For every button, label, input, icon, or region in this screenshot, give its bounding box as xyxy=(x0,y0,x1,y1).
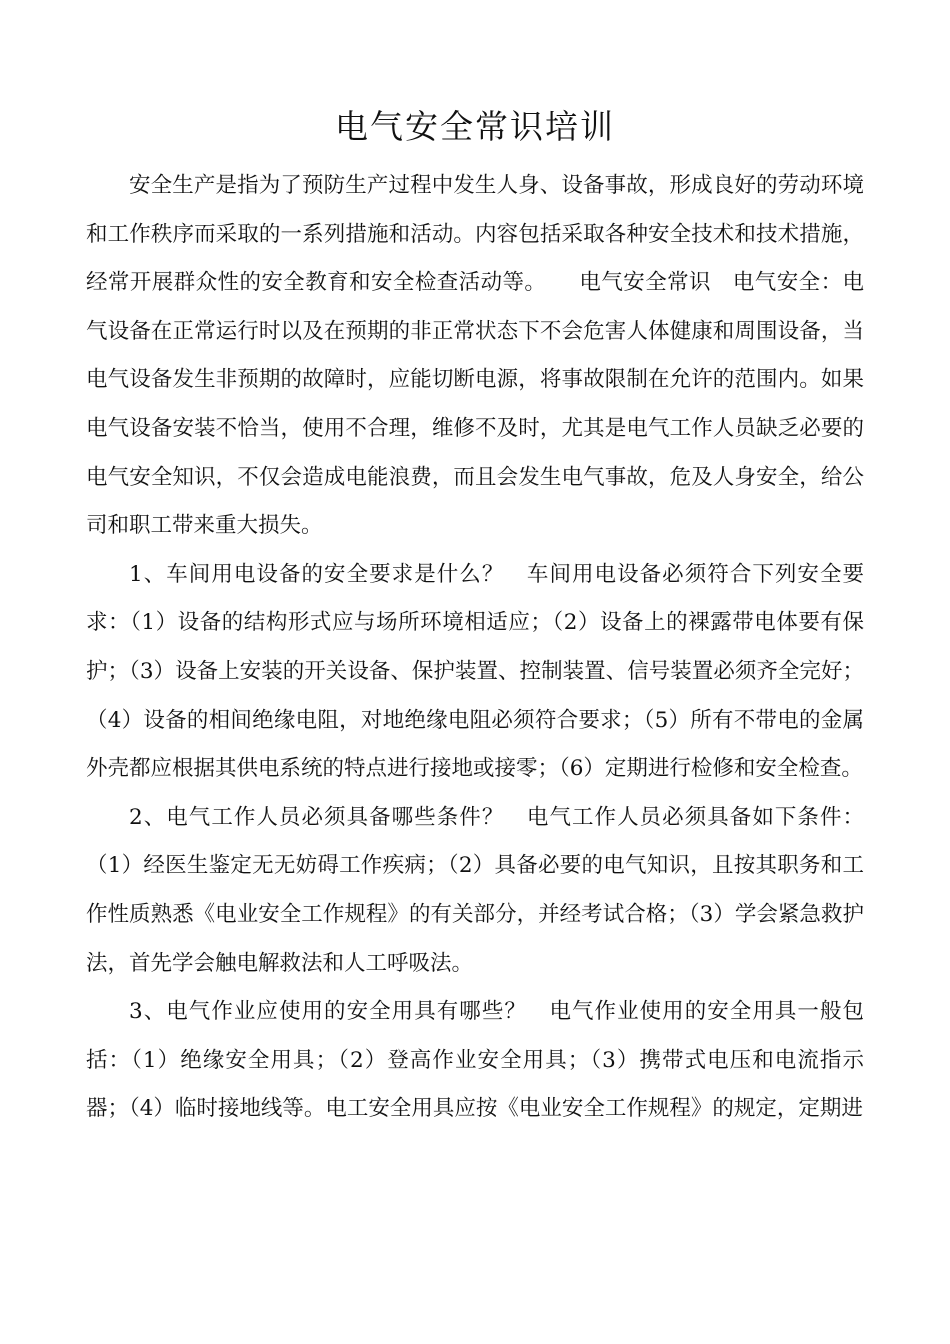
document-page xyxy=(86,92,864,1134)
paragraph-question-2: 2、电气工作人员必须具备哪些条件？ 电气工作人员必须具备如下条件：（1）经医生鉴定无无妨碍工作疾病；（2）具备必要的电气知识，且按其职务和工作性质熟悉《电业安全工作规程》的有关部分，并经考试合格；（3）学会紧急救护法，首先学会触电解救法和人工呼吸法。 xyxy=(86,804,864,976)
document-title: 电气安全常识培训 xyxy=(335,107,615,146)
paragraph-intro: 安全生产是指为了预防生产过程中发生人身、设备事故，形成良好的劳动环境和工作秩序而采取的一系列措施和活动。内容包括采取各种安全技术和技术措施，经常开展群众性的安全教育和安全检查活动等。 电气安全常识 电气安全：电气设备在正常运行时以及在预期的非正常状态下不会危害人体健康和周围设备，当电气设备发生非预期的故障时，应能切断电源，将事故限制在允许的范围内。如果电气设备安装不恰当，使用不合理，维修不及时，尤其是电气工作人员缺乏必要的电气安全知识，不仅会造成电能浪费，而且会发生电气事故，危及人身安全，给公司和职工带来重大损失。 xyxy=(86,173,864,539)
paragraph-question-1: 1、车间用电设备的安全要求是什么？ 车间用电设备必须符合下列安全要求：（1）设备的结构形式应与场所环境相适应；（2）设备上的裸露带电体要有保护；（3）设备上安装的开关设备、保护装置、控制装置、信号装置必须齐全完好；（4）设备的相间绝缘电阻，对地绝缘电阻必须符合要求；（5）所有不带电的金属外壳都应根据其供电系统的特点进行接地或接零；（6）定期进行检修和安全检查。 xyxy=(86,561,864,782)
paragraph-question-3: 3、电气作业应使用的安全用具有哪些？ 电气作业使用的安全用具一般包括：（1）绝缘安全用具；（2）登高作业安全用具；（3）携带式电压和电流指示器；（4）临时接地线等。电工安全用具应按《电业安全工作规程》的规定，定期进 xyxy=(86,999,864,1122)
